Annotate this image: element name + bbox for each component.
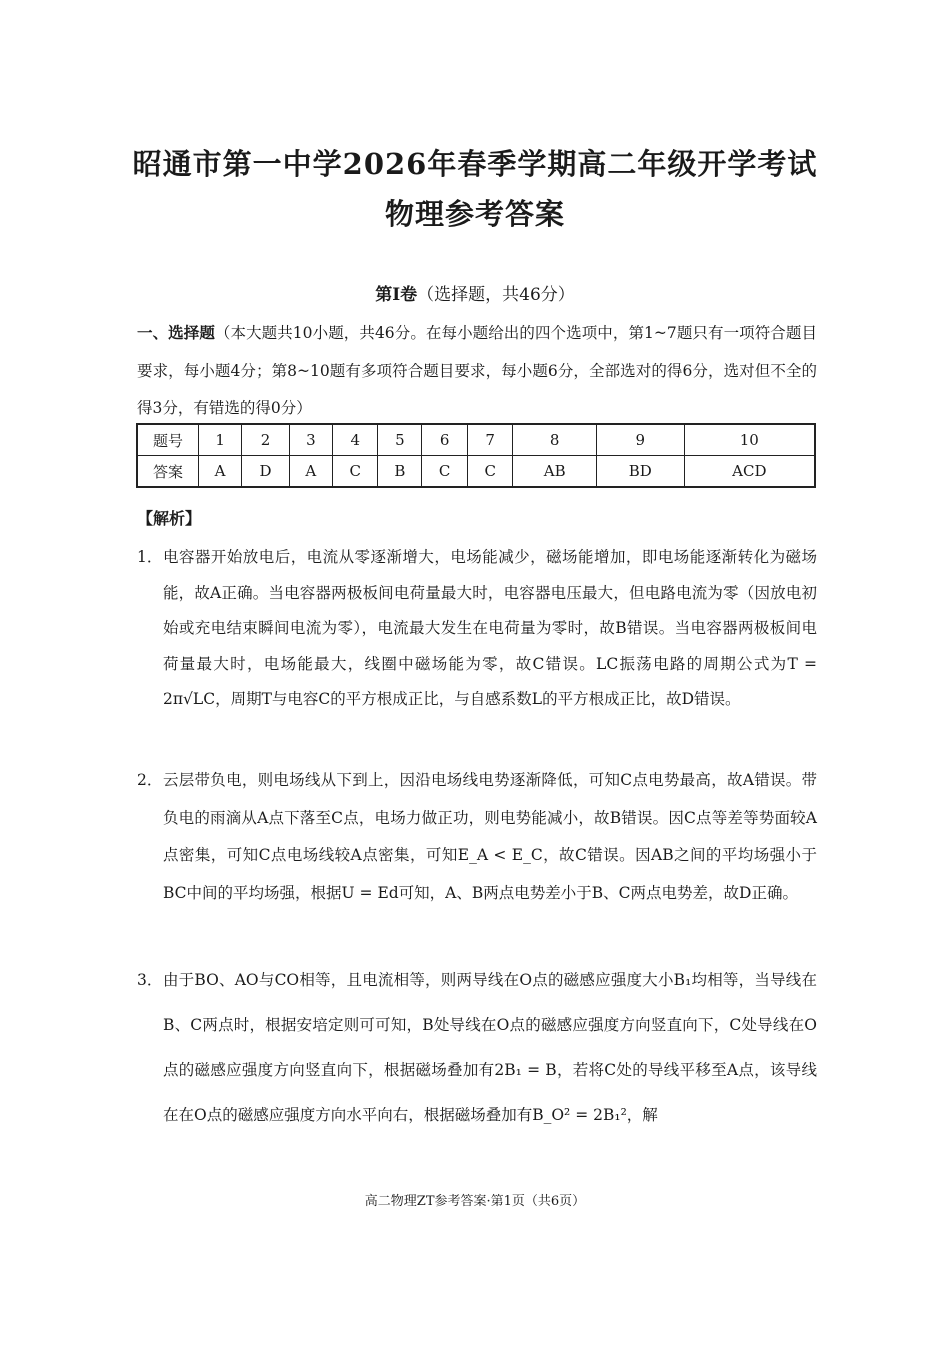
- answer-table: [136, 423, 816, 488]
- answer-row: [137, 456, 815, 488]
- row-label: 题号: [137, 424, 199, 456]
- analysis-item: [137, 540, 817, 718]
- table-cell: 5: [378, 424, 422, 456]
- table-cell: A: [289, 456, 332, 488]
- analysis-item: [137, 762, 817, 912]
- table-cell: B: [378, 456, 422, 488]
- table-cell: 9: [596, 424, 684, 456]
- document-title: 昭通市第一中学2026年春季学期高二年级开学考试: [132, 147, 818, 181]
- table-cell: 7: [467, 424, 513, 456]
- item-text: 由于BO、AO与CO相等，且电流相等，则两导线在O点的磁感应强度大小B₁均相等，当导线在B、C两点时，根据安培定则可可知，B处导线在O点的磁感应强度方向竖直向下，C处导线在O点的磁感应强度方向竖直向下，根据磁场叠加有2B₁ = B，若将C处的导线平移至A点，该导线在在O点的磁感应强度方向水平向右，根据磁场叠加有B_O² = 2B₁²，解: [163, 971, 817, 1124]
- table-cell: 4: [332, 424, 378, 456]
- item-number: 1．: [137, 548, 163, 566]
- volume-heading: [0, 280, 950, 305]
- document-subtitle: 物理参考答案: [384, 197, 565, 231]
- table-cell: 2: [242, 424, 290, 456]
- table-cell: 6: [422, 424, 468, 456]
- table-cell: 8: [513, 424, 596, 456]
- table-cell: A: [199, 456, 242, 488]
- volume-label: 第Ⅰ卷: [375, 285, 418, 305]
- section-instructions: [137, 314, 817, 428]
- part-label: 一、选择题: [137, 323, 215, 342]
- analysis-item: [137, 958, 817, 1138]
- table-cell: 1: [199, 424, 242, 456]
- table-cell: 10: [684, 424, 815, 456]
- item-text: 云层带负电，则电场线从下到上，因沿电场线电势逐渐降低，可知C点电势最高，故A错误。带负电的雨滴从A点下落至C点，电场力做正功，则电势能减小，故B错误。因C点等差等势面较A点密集，可知C点电场线较A点密集，可知E_A < E_C，故C错误。因AB之间的平均场强小于BC中间的平均场强，根据U = Ed可知，A、B两点电势差小于B、C两点电势差，故D正确。: [163, 771, 817, 902]
- table-cell: 3: [289, 424, 332, 456]
- row-label: 答案: [137, 456, 199, 488]
- table-cell: D: [242, 456, 290, 488]
- instructions-text: （本大题共10小题，共46分。在每小题给出的四个选项中，第1~7题只有一项符合题目要求，每小题4分；第8~10题有多项符合题目要求，每小题6分，全部选对的得6分，选对但不全的得3分，有错选的得0分）: [137, 324, 817, 417]
- volume-note: （选择题，共46分）: [417, 285, 575, 305]
- item-number: 3．: [137, 971, 163, 989]
- table-cell: C: [332, 456, 378, 488]
- table-cell: AB: [513, 456, 596, 488]
- table-cell: BD: [596, 456, 684, 488]
- table-cell: C: [467, 456, 513, 488]
- table-cell: C: [422, 456, 468, 488]
- question-number-row: [137, 424, 815, 456]
- table-cell: ACD: [684, 456, 815, 488]
- analysis-heading: 【解析】: [137, 509, 202, 528]
- item-number: 2．: [137, 771, 163, 789]
- page-footer: 高二物理ZT参考答案·第1页（共6页）: [364, 1194, 586, 1209]
- item-text: 电容器开始放电后，电流从零逐渐增大，电场能减少，磁场能增加，即电场能逐渐转化为磁场能，故A正确。当电容器两极板间电荷量最大时，电容器电压最大，但电路电流为零（因放电初始或充电结束瞬间电流为零），电流最大发生在电荷量为零时，故B错误。当电容器两极板间电荷量最大时，电场能最大，线圈中磁场能为零，故C错误。LC振荡电路的周期公式为T = 2π√LC，周期T与电容C的平方根成正比，与自感系数L的平方根成正比，故D错误。: [163, 548, 817, 708]
